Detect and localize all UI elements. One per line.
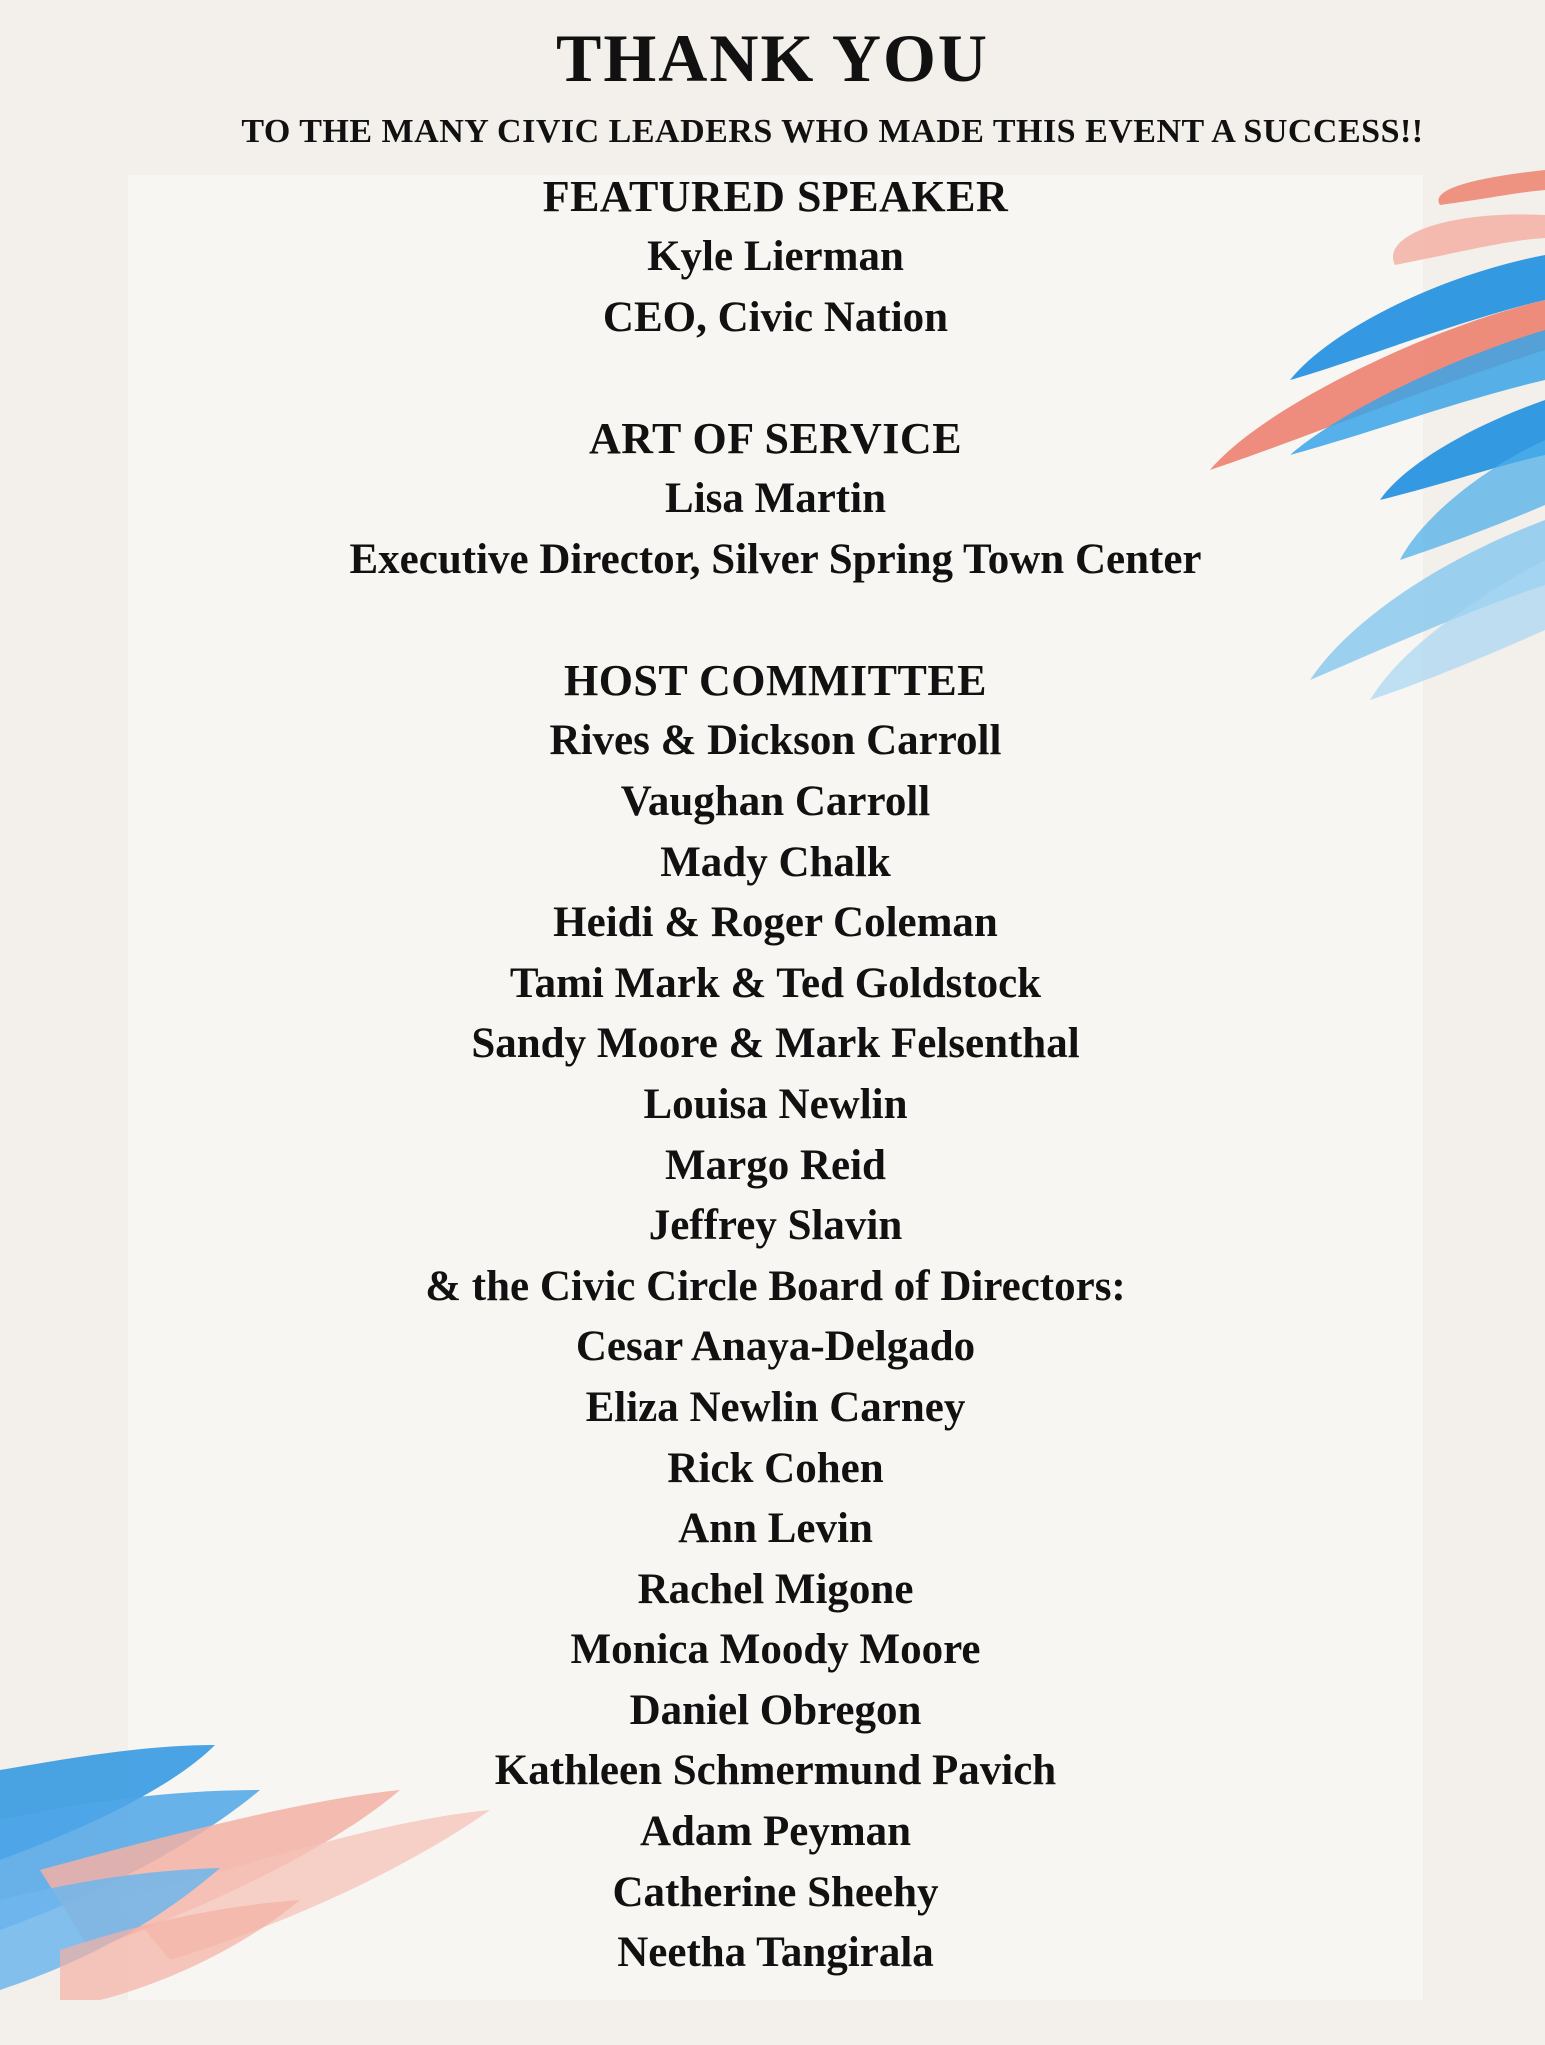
committee-member: Jeffrey Slavin [648,1202,903,1250]
speaker-name: Kyle Lierman [647,233,904,280]
board-member: Monica Moody Moore [570,1626,981,1674]
committee-member: Mady Chalk [660,838,891,886]
committee-member: Tami Mark & Ted Goldstock [509,959,1042,1007]
board-member: Catherine Sheehy [612,1868,939,1916]
honoree-role: Executive Director, Silver Spring Town Center [349,535,1202,583]
board-member: Rachel Migone [637,1565,914,1613]
board-intro: & the Civic Circle Board of Directors: [425,1262,1126,1310]
section-heading: FEATURED SPEAKER [542,172,1009,221]
art-of-service-section [128,409,1423,590]
board-member: Daniel Obregon [629,1686,922,1734]
board-member: Ann Levin [678,1505,873,1553]
section-heading: HOST COMMITTEE [563,656,988,706]
committee-member: Louisa Newlin [643,1080,908,1128]
committee-member: Vaughan Carroll [620,777,931,825]
featured-speaker-section [128,167,1423,348]
section-heading: ART OF SERVICE [588,414,963,464]
board-member: Kathleen Schmermund Pavich [494,1747,1057,1795]
page-title: THANK YOU [556,20,989,96]
board-member: Rick Cohen [667,1444,884,1492]
committee-member: Margo Reid [665,1141,886,1189]
board-member: Eliza Newlin Carney [585,1383,966,1431]
board-member: Neetha Tangirala [617,1929,934,1977]
committee-member: Sandy Moore & Mark Felsenthal [471,1020,1080,1068]
host-committee-section [128,651,1423,1983]
page-subtitle: TO THE MANY CIVIC LEADERS WHO MADE THIS EVENT A SUCCESS!! [241,113,1424,150]
honoree-name: Lisa Martin [665,475,886,523]
speaker-role: CEO, Civic Nation [602,293,949,341]
committee-member: Heidi & Roger Coleman [553,899,998,947]
committee-member: Rives & Dickson Carroll [549,717,1002,765]
credits-list [128,167,1423,2045]
board-member: Adam Peyman [639,1808,912,1856]
board-member: Cesar Anaya-Delgado [575,1323,976,1371]
